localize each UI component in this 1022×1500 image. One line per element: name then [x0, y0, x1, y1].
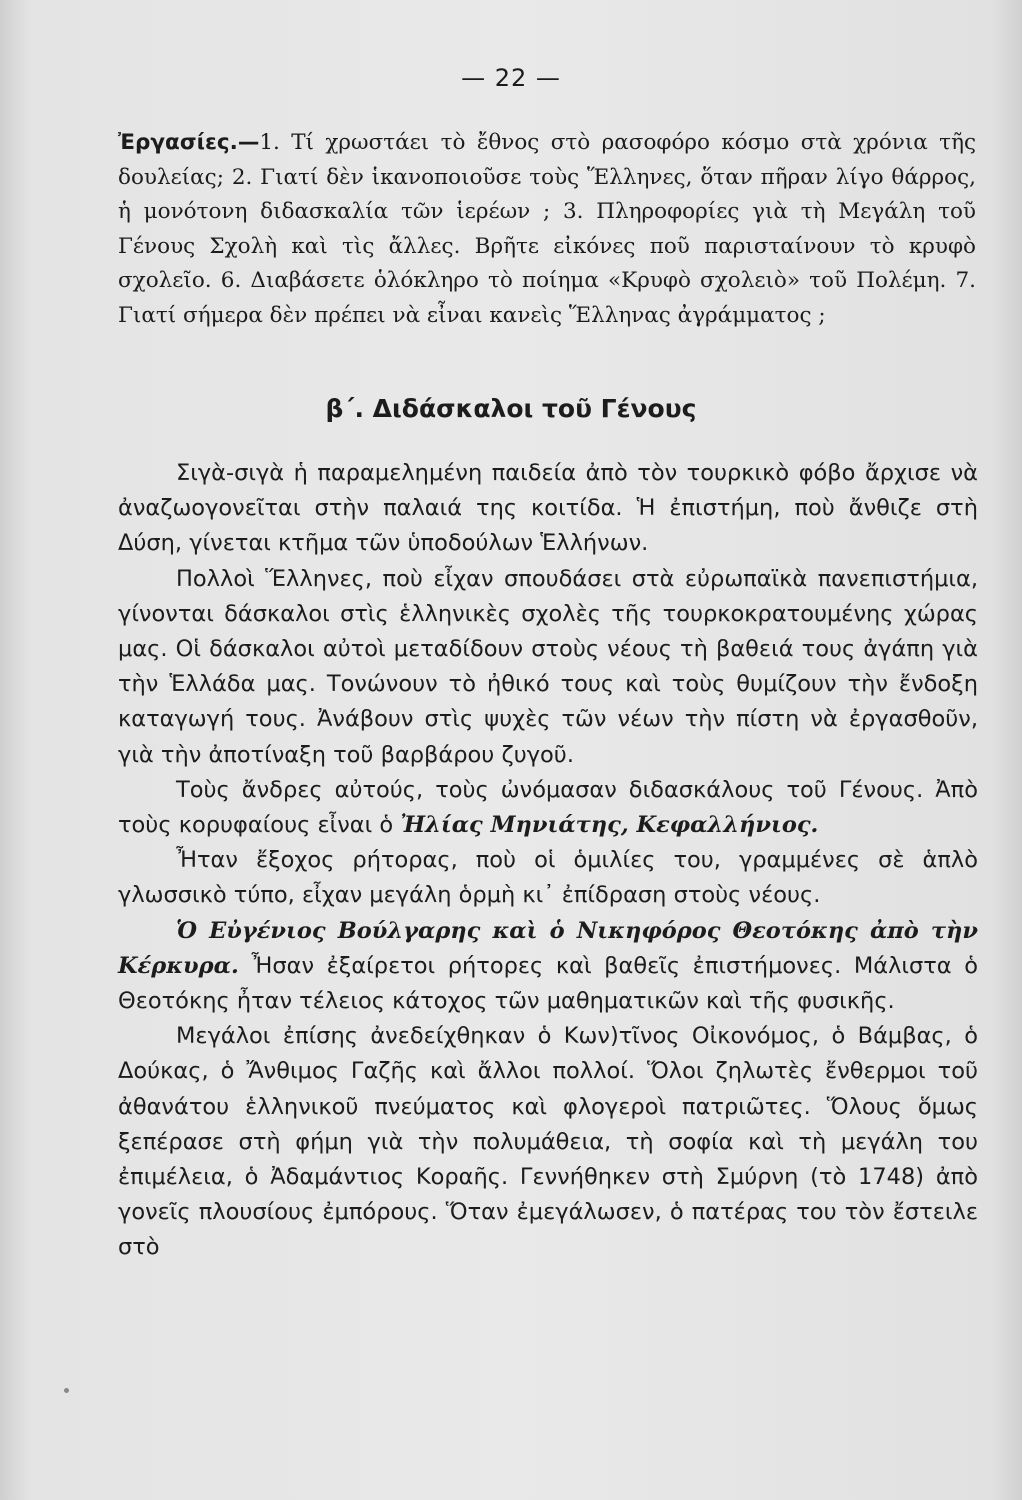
paragraph-3	[118, 773, 978, 843]
paragraph-6: Μεγάλοι ἐπίσης ἀνεδείχθηκαν ὁ Κων)τῖνος Οἰκονόμος, ὁ Βάμβας, ὁ Δούκας, ὁ Ἄνθιμος Γαζῆς καὶ ἄλλοι πολλοί. Ὅλοι ζηλωτὲς ἔνθερμοι τοῦ ἀθανάτου ἑλληνικοῦ πνεύματος καὶ φλογεροὶ πατριῶτες. Ὅλους ὅμως ξεπέρασε στὴ φήμη γιὰ τὴν πολυμάθεια, τὴ σοφία καὶ τὴ μεγάλη του ἐπιμέλεια, ὁ Ἀδαμάντιος Κοραῆς. Γεννήθηκεν στὴ Σμύρνη (τὸ 1748) ἀπὸ γονεῖς πλουσίους ἐμπόρους. Ὅταν ἐμεγάλωσεν, ὁ πατέρας του τὸν ἔστειλε στὸ	[118, 1023, 978, 1261]
exercises-text: 1. Τί χρωστάει τὸ ἔθνος στὸ ρασοφόρο κόσμο στὰ χρόνια τῆς δουλείας; 2. Γιατί δὲν ἱκανοποιοῦσε τοὺς Ἕλληνες, ὅταν πῆραν λίγο θάρρος, ἡ μονότονη διδασκαλία τῶν ἱερέων ; 3. Πληροφορίες γιὰ τὴ Μεγάλη τοῦ Γένους Σχολὴ καὶ τὶς ἄλλες. Βρῆτε εἰκόνες ποῦ παρισταίνουν τὸ κρυφὸ σχολεῖο. 6. Διαβάσετε ὁλόκληρο τὸ ποίημα «Κρυφὸ σχολειὸ» τοῦ Πολέμη. 7. Γιατί σήμερα δὲν πρέπει νὰ εἶναι κανεὶς Ἕλληνας ἀγράμματος ;	[118, 130, 976, 328]
paragraph-1: Σιγὰ-σιγὰ ἡ παραμελημένη παιδεία ἀπὸ τὸν τουρκικὸ φόβο ἄρχισε νὰ ἀναζωογονεῖται στὴν παλαιά της κοιτίδα. Ἡ ἐπιστήμη, ποὺ ἄνθιζε στὴ Δύση, γίνεται κτῆμα τῶν ὑποδούλων Ἑλλήνων.	[118, 460, 978, 557]
paragraph-5-names: Ὁ Εὐγένιος Βούλγαρης καὶ ὁ Νικηφόρος Θεοτόκης ἀπὸ τὴν Κέρκυρα.	[118, 917, 978, 979]
page-number: — 22 —	[461, 64, 561, 92]
paragraph-4: Ἦταν ἔξοχος ρήτορας, ποὺ οἱ ὁμιλίες του, γραμμένες σὲ ἁπλὸ γλωσσικὸ τύπο, εἶχαν μεγάλη ὁρμὴ κι᾿ ἐπίδραση στοὺς νέους.	[118, 847, 978, 909]
paragraph-2: Πολλοὶ Ἕλληνες, ποὺ εἶχαν σπουδάσει στὰ εὐρωπαϊκὰ πανεπιστήμια, γίνονται δάσκαλοι στὶς ἑλληνικὲς σχολὲς τῆς τουρκοκρατουμένης χώρας μας. Οἱ δάσκαλοι αὐτοὶ μεταδίδουν στοὺς νέους τὴ βαθειά τους ἀγάπη γιὰ τὴν Ἑλλάδα μας. Τονώνουν τὸ ἠθικό τους καὶ τοὺς θυμίζουν τὴν ἔνδοξη καταγωγή τους. Ἀνάβουν στὶς ψυχὲς τῶν νέων τὴν πίστη νὰ ἐργασθοῦν, γιὰ τὴν ἀποτίναξη τοῦ βαρβάρου ζυγοῦ.	[118, 565, 978, 768]
exercises-heading: Ἐργασίες.—	[118, 130, 260, 155]
exercises-block	[118, 126, 976, 333]
paragraph-5	[118, 914, 978, 1020]
section-title: β΄. Διδάσκαλοι τοῦ Γένους	[325, 394, 697, 423]
paragraph-3-name: Ἠλίας Μηνιάτης, Κεφαλλήνιος.	[400, 812, 819, 839]
paper-speck	[64, 1388, 69, 1393]
paragraph-3-text: Τοὺς ἄνδρες αὐτούς, τοὺς ὠνόμασαν διδασκάλους τοῦ Γένους. Ἀπὸ τοὺς κορυφαίους εἶναι ὁ	[118, 776, 978, 839]
paragraph-5-text: Ἦσαν ἐξαίρετοι ρήτορες καὶ βαθεῖς ἐπιστήμονες. Μάλιστα ὁ Θεοτόκης ἦταν τέλειος κάτοχος τῶν μαθηματικῶν καὶ τῆς φυσικῆς.	[118, 952, 978, 1015]
body-text	[118, 456, 978, 1266]
